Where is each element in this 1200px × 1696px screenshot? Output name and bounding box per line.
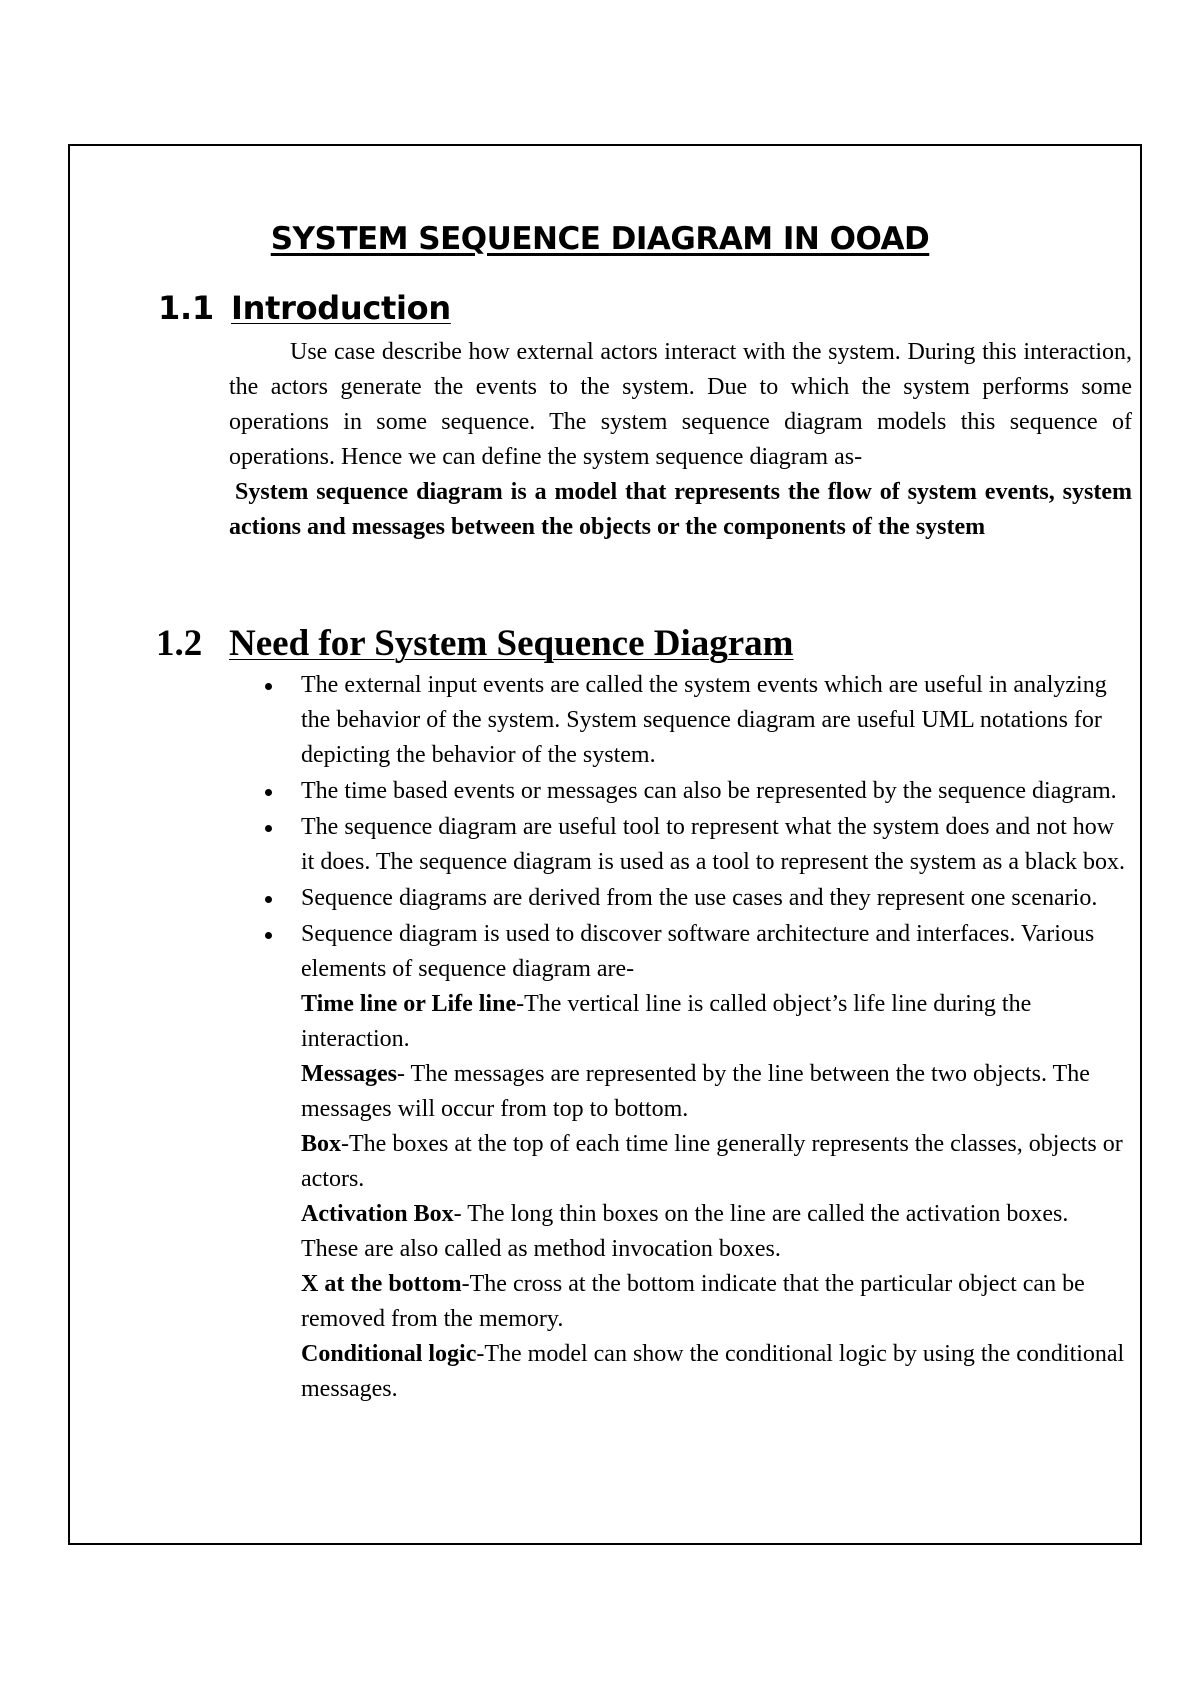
- definition-paragraph: System sequence diagram is a model that represents the flow of system events, system actions and messages between the objects or the components of the system: [229, 479, 1132, 540]
- element-box: [301, 1127, 1129, 1197]
- bullet-icon: [265, 825, 272, 832]
- need-bullet-list: [229, 668, 1129, 1408]
- section-number: 1.2: [156, 623, 203, 664]
- list-item-text: The external input events are called the system events which are useful in analyzing the behavior of the system. System sequence diagram are useful UML notations for depicting the behavior of the system.: [301, 672, 1107, 768]
- list-item-text: The time based events or messages can also be represented by the sequence diagram.: [301, 778, 1117, 804]
- element-description: - The long thin boxes on the line are called the activation boxes. These are also called as method invocation boxes.: [301, 1201, 1069, 1262]
- section-title: Need for System Sequence Diagram: [229, 623, 794, 664]
- element-x-at-bottom: [301, 1267, 1129, 1337]
- introduction-body: [229, 335, 1132, 545]
- list-item-text: The sequence diagram are useful tool to represent what the system does and not how it does. The sequence diagram is used as a tool to represent the system as a black box.: [301, 814, 1125, 875]
- bullet-icon: [265, 896, 272, 903]
- introduction-paragraph: Use case describe how external actors interact with the system. During this interaction, the actors generate the events to the system. Due to which the system performs some operations in some sequence. The system sequence diagram models this sequence of operations. Hence we can define the system sequence diagram as-: [229, 339, 1132, 470]
- element-term: Time line or Life line: [301, 991, 517, 1017]
- list-item: [229, 668, 1129, 773]
- element-term: Box: [301, 1131, 342, 1157]
- section-title: Introduction: [231, 289, 451, 327]
- element-description: -The model can show the conditional logic by using the conditional messages.: [301, 1341, 1125, 1402]
- element-activation-box: [301, 1197, 1129, 1267]
- bullet-icon: [265, 789, 272, 796]
- list-item-text: Sequence diagrams are derived from the use cases and they represent one scenario.: [301, 885, 1098, 911]
- element-term: Conditional logic: [301, 1341, 477, 1367]
- bullet-icon: [265, 683, 272, 690]
- list-item: [229, 774, 1129, 809]
- list-item: [229, 917, 1129, 1407]
- bullet-icon: [265, 932, 272, 939]
- element-description: -The vertical line is called object’s life line during the interaction.: [301, 991, 1032, 1052]
- element-time-line: [301, 987, 1129, 1057]
- document-title: SYSTEM SEQUENCE DIAGRAM IN OOAD: [270, 221, 930, 257]
- list-item-text: Sequence diagram is used to discover software architecture and interfaces. Various elements of sequence diagram are-: [301, 921, 1095, 982]
- element-term: Activation Box: [301, 1201, 454, 1227]
- list-item: [229, 881, 1129, 916]
- element-description: -The cross at the bottom indicate that the particular object can be removed from the memory.: [301, 1271, 1085, 1332]
- element-description: -The boxes at the top of each time line generally represents the classes, objects or actors.: [301, 1131, 1123, 1192]
- element-term: X at the bottom: [301, 1271, 462, 1297]
- element-messages: [301, 1057, 1129, 1127]
- element-term: Messages: [301, 1061, 397, 1087]
- list-item: [229, 810, 1129, 880]
- element-conditional-logic: [301, 1337, 1129, 1407]
- element-description: - The messages are represented by the line between the two objects. The messages will occur from top to bottom.: [301, 1061, 1090, 1122]
- section-number: 1.1: [158, 289, 214, 327]
- section-heading-introduction: [158, 286, 451, 330]
- section-heading-need: [156, 621, 794, 667]
